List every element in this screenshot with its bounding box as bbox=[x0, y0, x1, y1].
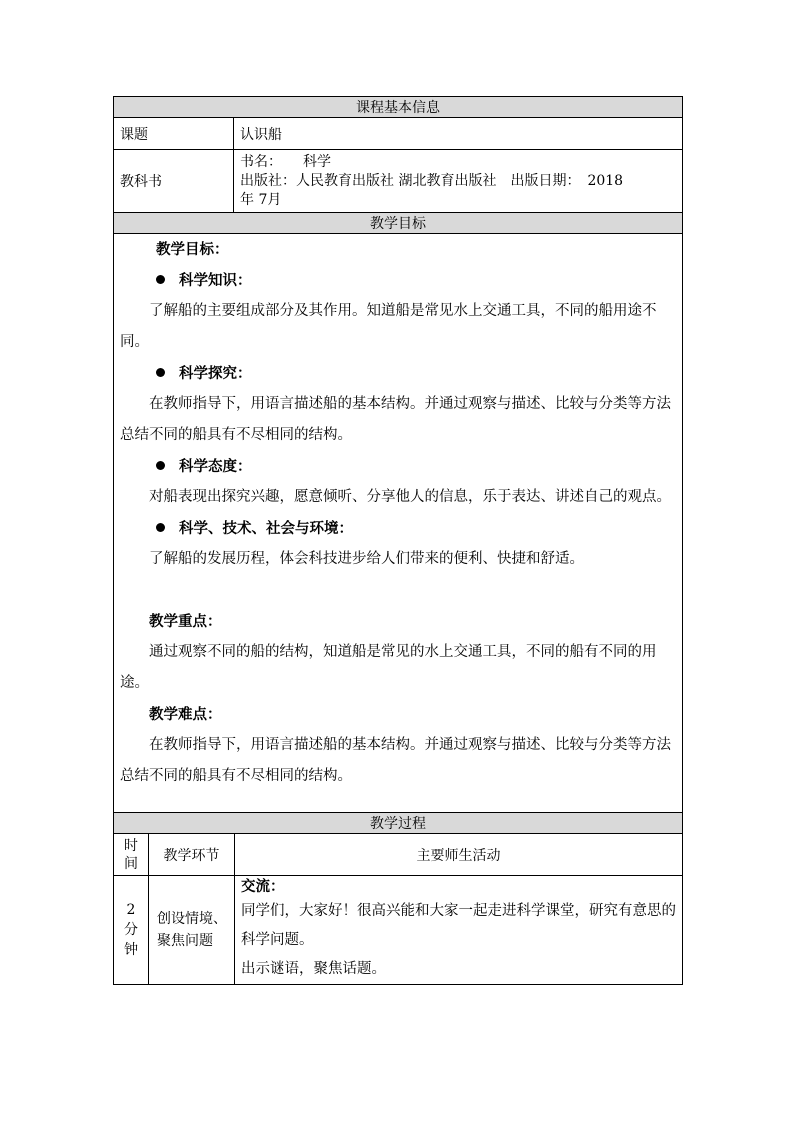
activity-text-1: 同学们，大家好！很高兴能和大家一起走进科学课堂，研究有意思的科学问题。 bbox=[241, 903, 676, 948]
activity-title: 交流： bbox=[241, 878, 285, 895]
difficulty-title: 教学难点： bbox=[149, 706, 222, 723]
book-name: 书名： 科学 bbox=[240, 153, 331, 170]
textbook-label: 教科书 bbox=[114, 150, 234, 213]
row-stage: 创设情境、聚焦问题 bbox=[149, 876, 235, 985]
textbook-info bbox=[234, 150, 683, 213]
difficulty-text: 在教师指导下，用语言描述船的基本结构。并通过观察与描述、比较与分类等方法总结不同的船具有不尽相同的结构。 bbox=[120, 737, 671, 784]
col-activity-header: 主要师生活动 bbox=[235, 834, 683, 876]
sts-text: 了解船的发展历程，体会科技进步给人们带来的便利、快捷和舒适。 bbox=[149, 551, 584, 567]
key-text: 通过观察不同的船的结构，知道船是常见的水上交通工具，不同的船有不同的用途。 bbox=[120, 644, 657, 691]
sts-title: 科学、技术、社会与环境： bbox=[179, 520, 353, 537]
inquiry-item bbox=[120, 358, 676, 389]
inquiry-title: 科学探究： bbox=[179, 365, 252, 382]
key-title: 教学重点： bbox=[149, 613, 222, 630]
sts-item bbox=[120, 513, 676, 544]
spacer bbox=[120, 792, 676, 812]
objectives-title: 教学目标： bbox=[156, 241, 229, 258]
lesson-plan bbox=[113, 96, 682, 985]
attitude-item bbox=[120, 451, 676, 482]
bullet-icon bbox=[156, 523, 165, 532]
topic-label: 课题 bbox=[114, 118, 234, 150]
knowledge-text: 了解船的主要组成部分及其作用。知道船是常见水上交通工具，不同的船用途不同。 bbox=[120, 303, 657, 350]
objectives-header: 教学目标 bbox=[114, 213, 683, 234]
bullet-icon bbox=[156, 461, 165, 470]
row-time: 2分钟 bbox=[114, 876, 149, 985]
row-activity bbox=[235, 876, 683, 985]
spacer bbox=[120, 575, 676, 606]
col-time-header: 时间 bbox=[114, 834, 149, 876]
topic-value: 认识船 bbox=[234, 118, 683, 150]
knowledge-title: 科学知识： bbox=[179, 272, 252, 289]
bullet-icon bbox=[156, 275, 165, 284]
process-table bbox=[113, 812, 683, 985]
col-stage-header: 教学环节 bbox=[149, 834, 235, 876]
publisher: 出版社：人民教育出版社 湖北教育出版社 出版日期： 2018 bbox=[240, 172, 624, 189]
attitude-text: 对船表现出探究兴趣，愿意倾听、分享他人的信息，乐于表达、讲述自己的观点。 bbox=[149, 489, 671, 505]
bullet-icon bbox=[156, 368, 165, 377]
activity-text-2: 出示谜语，聚焦话题。 bbox=[241, 961, 386, 977]
attitude-title: 科学态度： bbox=[179, 458, 252, 475]
process-header: 教学过程 bbox=[114, 813, 683, 834]
basic-info-table bbox=[113, 96, 683, 813]
inquiry-text: 在教师指导下，用语言描述船的基本结构。并通过观察与描述、比较与分类等方法总结不同的船具有不尽相同的结构。 bbox=[120, 396, 671, 443]
objectives-body bbox=[114, 234, 683, 813]
basic-info-header: 课程基本信息 bbox=[114, 97, 683, 118]
publish-date-cont: 年 7月 bbox=[240, 191, 282, 208]
knowledge-item bbox=[120, 265, 676, 296]
